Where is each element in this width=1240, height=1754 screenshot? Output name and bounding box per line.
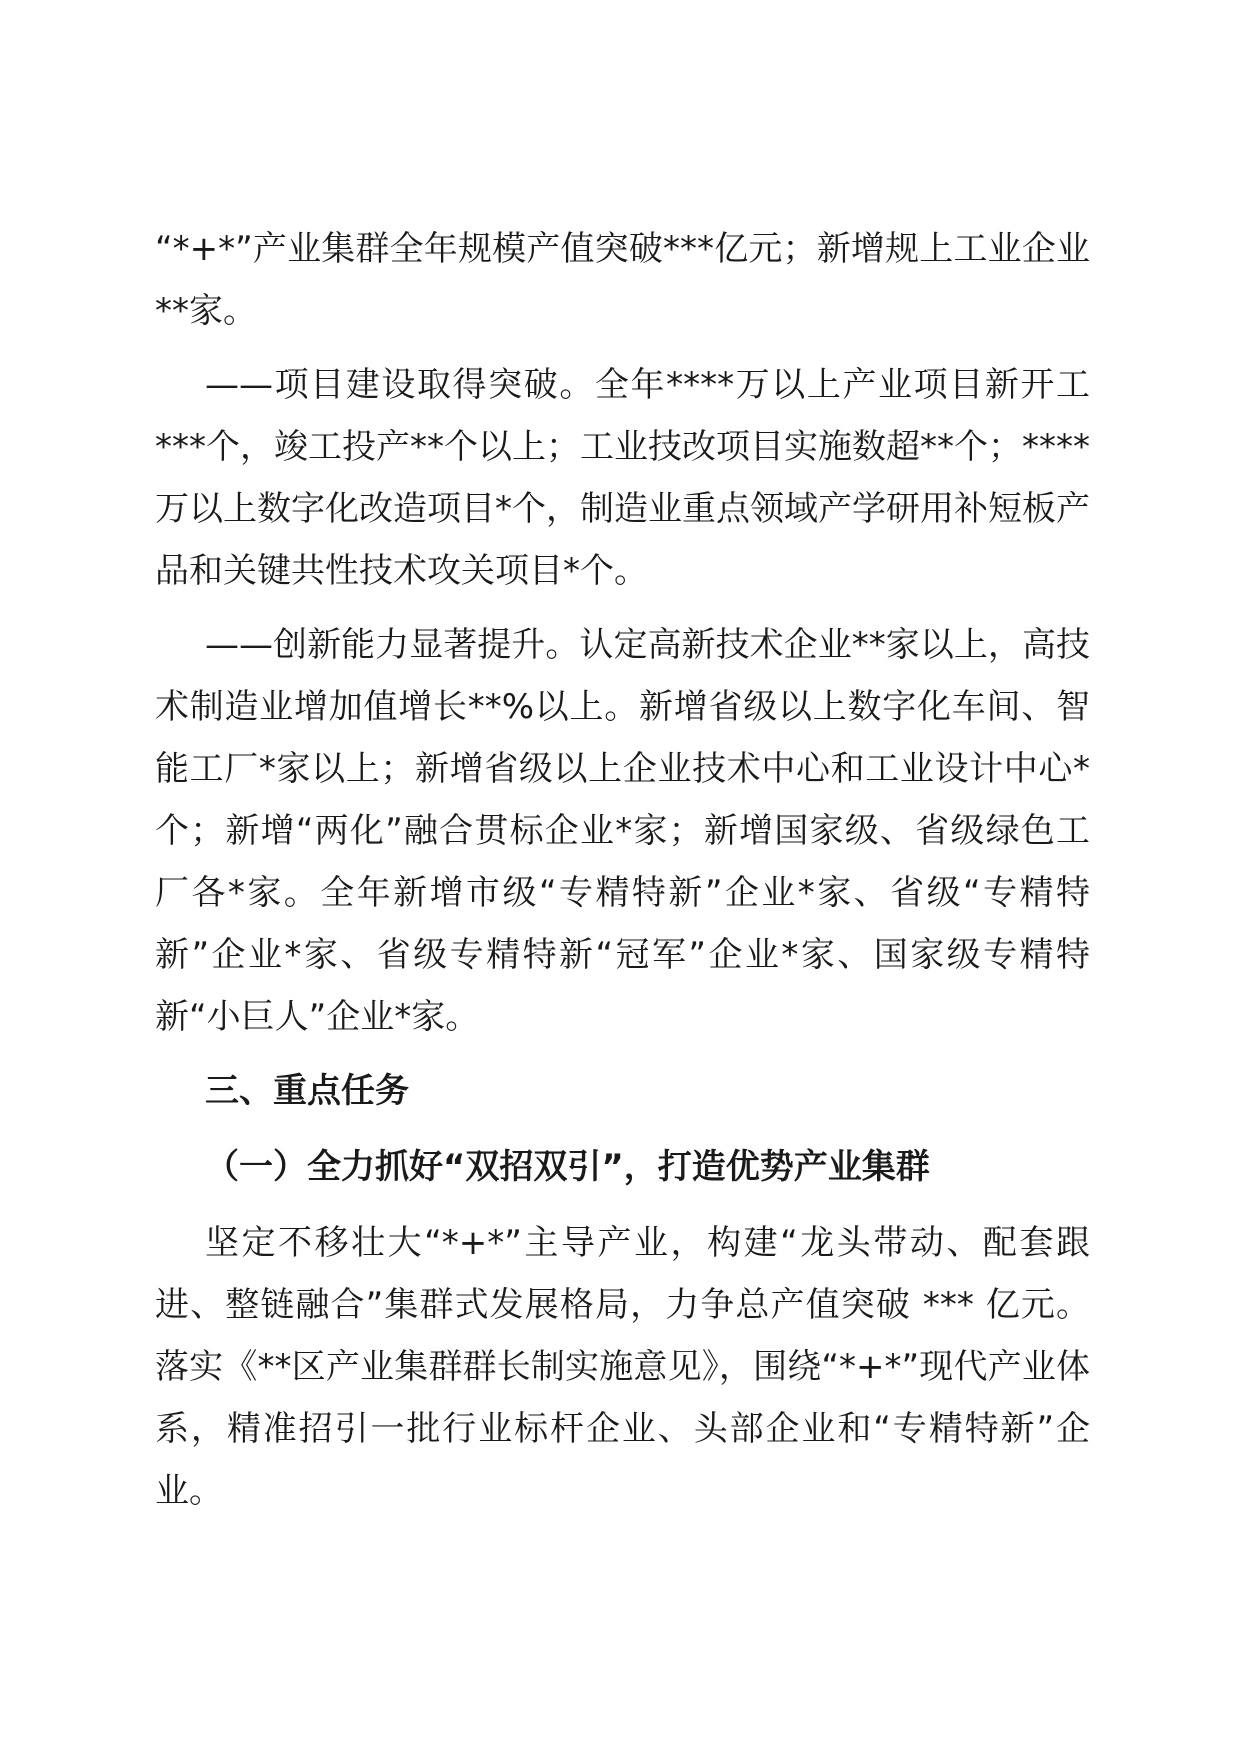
- paragraph-leading-industries: 坚定不移壮大“*+*”主导产业，构建“龙头带动、配套跟进、整链融合”集群式发展格局，力争总产值突破 *** 亿元。落实《**区产业集群群长制实施意见》，围绕“*+*”现代产业体系，精准招引一批行业标杆企业、头部企业和“专精特新”企业。: [155, 1223, 1090, 1511]
- paragraph-industry-cluster: “*+*”产业集群全年规模产值突破***亿元；新增规上工业企业**家。: [155, 229, 1090, 331]
- subsection-heading-investment: （一）全力抓好“双招双引”，打造优势产业集群: [205, 1147, 930, 1187]
- paragraph-innovation-capacity: ——创新能力显著提升。认定高新技术企业**家以上，高技术制造业增加值增长**%以上。新增省级以上数字化车间、智能工厂*家以上；新增省级以上企业技术中心和工业设计中心*个；新增“两化”融合贯标企业*家；新增国家级、省级绿色工厂各*家。全年新增市级“专精特新”企业*家、省级“专精特新”企业*家、省级专精特新“冠军”企业*家、国家级专精特新“小巨人”企业*家。: [155, 625, 1090, 1037]
- document-body: [155, 218, 1090, 1534]
- section-heading-key-tasks: 三、重点任务: [205, 1071, 409, 1111]
- paragraph-project-construction: ——项目建设取得突破。全年****万以上产业项目新开工***个，竣工投产**个以上；工业技改项目实施数超**个；****万以上数字化改造项目*个，制造业重点领域产学研用补短板产品和关键共性技术攻关项目*个。: [155, 365, 1090, 591]
